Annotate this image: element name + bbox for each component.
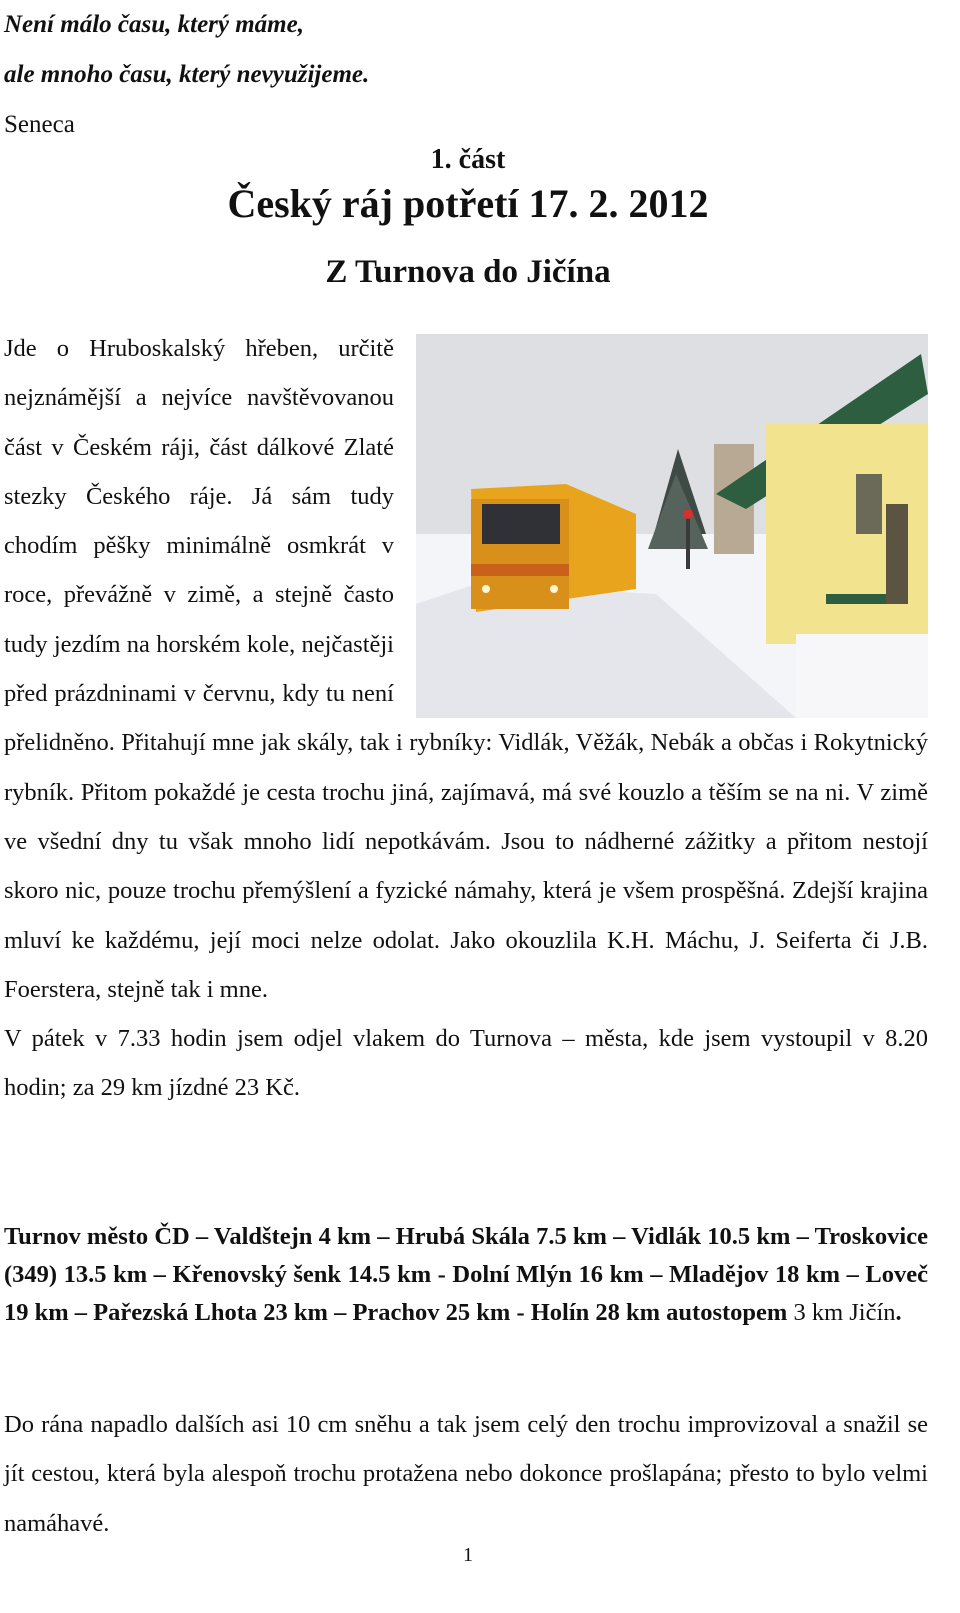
trip-paragraph-text: V pátek v 7.33 hodin jsem odjel vlakem do Turnova – města, kde jsem vystoupil v 8.20 hodin; za 29 km jízdné 23 Kč. [4,1025,928,1102]
photo-station-door [886,504,908,604]
seneca-quote [4,0,369,150]
part-label: 1. část [430,144,506,175]
page-number: 1 [463,1544,473,1566]
photo-train-windshield [482,504,560,544]
quote-line-1: Není málo času, který máme, [4,11,304,38]
document-subtitle: Z Turnova do Jičína [325,254,611,290]
route-stops: Turnov město ČD – Valdštejn 4 km – Hrubá Skála 7.5 km – Vidlák 10.5 km – Troskovice (349) 13.5 km – Křenovský šenk 14.5 km - Dolní Mlýn 16 km – Mladějov 18 km – Loveč 19 km – Pařezská Lhota 23 km – Prachov 25 km - Holín 28 km autostopem [4,1223,928,1326]
document-title: Český ráj potřetí 17. 2. 2012 [227,181,709,226]
intro-paragraph-text: Jde o Hruboskalský hřeben, určitě nejznámější a nejvíce navštěvovanou část v Českém ráji, část dálkové Zlaté stezky Českého ráje. Já sám tudy chodím pěšky minimálně osmkrát v roce, převážně v zimě, a stejně často tudy jezdím na horském kole, nejčastěji před prázdninami v červnu, kdy tu není přelidněno. Přitahují mne jak skály, tak i rybníky: Vidlák, Věžák, Nebák a občas i Rokytnický rybník. Přitom pokaždé je cesta trochu jiná, zajímavá, má své kouzlo a těším se na ni. V zimě ve všední dny tu však mnoho lidí nepotkávám. Jsou to nádherné zážitky a přitom nestojí skoro nic, pouze trochu přemýšlení a fyzické námahy, která je všem prospěšná. Zdejší krajina mluví ke každému, její moci nelze odolat. Jako okouzlila K.H. Máchu, J. Seiferta či J.B. Foerstera, stejně tak i mne. [4,335,928,1003]
intro-paragraph [4,324,928,1113]
train-station-photo [416,334,928,718]
photo-platform [796,634,928,718]
route-end: . [895,1299,902,1326]
photo-station-bench [826,594,886,604]
photo-train-stripe [471,564,569,576]
photo-station-window [856,474,882,534]
route-rest: 3 km Jičín [793,1299,896,1326]
photo-train-light-right [550,585,558,593]
quote-line-2: ale mnoho času, který nevyužijeme. [4,61,370,88]
weather-paragraph [4,1400,928,1548]
photo-train-light-left [482,585,490,593]
route-description [4,1218,928,1332]
photo-signal-light [683,509,693,519]
weather-paragraph-text: Do rána napadlo dalších asi 10 cm sněhu a tak jsem celý den trochu improvizoval a snažil se jít cestou, která byla alespoň trochu protažena nebo dokonce prošlapána; přesto to bylo velmi namáhavé. [4,1411,928,1537]
quote-author: Seneca [4,111,75,138]
